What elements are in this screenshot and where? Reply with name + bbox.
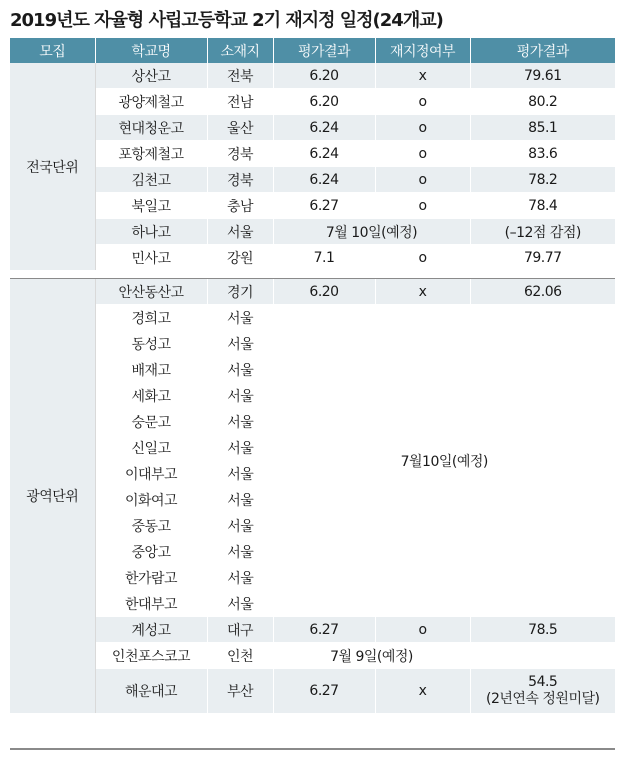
eval-score: 79.77 [470, 245, 615, 271]
eval-date: 6.27 [273, 669, 375, 714]
redesignation-status: o [375, 245, 470, 271]
school-name: 배재고 [95, 357, 207, 383]
eval-score: 78.2 [470, 167, 615, 193]
school-name: 인천포스코고 [95, 643, 207, 669]
eval-score: 80.2 [470, 89, 615, 115]
eval-date: 6.27 [273, 617, 375, 643]
eval-date: 6.20 [273, 89, 375, 115]
table-row [10, 193, 615, 219]
school-name: 해운대고 [95, 669, 207, 714]
eval-date: 6.24 [273, 115, 375, 141]
redesignation-status: o [375, 115, 470, 141]
eval-score-two-line [470, 669, 615, 714]
school-name: 경희고 [95, 305, 207, 331]
school-location: 서울 [207, 409, 273, 435]
table-row [10, 669, 615, 714]
school-name: 현대청운고 [95, 115, 207, 141]
school-name: 이화여고 [95, 487, 207, 513]
school-location: 경북 [207, 167, 273, 193]
school-location: 강원 [207, 245, 273, 271]
header-redesignation: 재지정여부 [375, 38, 470, 63]
eval-score-empty [470, 643, 615, 669]
eval-date: 6.20 [273, 279, 375, 305]
school-name: 이대부고 [95, 461, 207, 487]
eval-score-value: 54.5 [528, 674, 558, 690]
eval-date: 6.27 [273, 193, 375, 219]
redesignation-status: o [375, 89, 470, 115]
school-name: 민사고 [95, 245, 207, 271]
table-row [10, 115, 615, 141]
redesignation-status: o [375, 617, 470, 643]
school-location: 경북 [207, 141, 273, 167]
table-row [10, 89, 615, 115]
table-row [10, 141, 615, 167]
school-name: 안산동산고 [95, 279, 207, 305]
school-location: 서울 [207, 487, 273, 513]
school-name: 북일고 [95, 193, 207, 219]
table-row [10, 643, 615, 669]
header-location: 소재지 [207, 38, 273, 63]
region-label-nationwide: 전국단위 [10, 63, 95, 271]
eval-date: 6.24 [273, 141, 375, 167]
school-name: 광양제철고 [95, 89, 207, 115]
school-location: 인천 [207, 643, 273, 669]
table-row [10, 219, 615, 245]
school-name: 중동고 [95, 513, 207, 539]
eval-date-merged: 7월 9일(예정) [273, 643, 470, 669]
header-recruit: 모집 [10, 38, 95, 63]
eval-score: 83.6 [470, 141, 615, 167]
redesignation-status: o [375, 167, 470, 193]
school-location: 대구 [207, 617, 273, 643]
eval-score-note: (2년연속 정원미달) [486, 691, 600, 707]
table-row [10, 617, 615, 643]
school-name: 포항제철고 [95, 141, 207, 167]
eval-date: 6.24 [273, 167, 375, 193]
school-name: 한대부고 [95, 591, 207, 617]
table-row [10, 279, 615, 305]
eval-date-merged: 7월 10일(예정) [273, 219, 470, 245]
school-location: 서울 [207, 383, 273, 409]
section-separator [10, 271, 615, 279]
school-location: 서울 [207, 305, 273, 331]
school-location: 서울 [207, 513, 273, 539]
school-name: 세화고 [95, 383, 207, 409]
school-location: 전남 [207, 89, 273, 115]
eval-score: 78.4 [470, 193, 615, 219]
redesignation-status: o [375, 141, 470, 167]
header-score: 평가결과 [470, 38, 615, 63]
region-label-metro: 광역단위 [10, 279, 95, 714]
school-location: 울산 [207, 115, 273, 141]
eval-date: 7.1 [273, 245, 375, 271]
eval-score: 62.06 [470, 279, 615, 305]
eval-score: (–12점 감점) [470, 219, 615, 245]
schedule-table [10, 38, 615, 714]
school-name: 숭문고 [95, 409, 207, 435]
school-location: 서울 [207, 435, 273, 461]
bottom-rule [10, 748, 615, 750]
separator-rule [10, 271, 615, 279]
school-location: 서울 [207, 565, 273, 591]
page-title: 2019년도 자율형 사립고등학교 2기 재지정 일정(24개교) [10, 10, 443, 31]
school-location: 서울 [207, 539, 273, 565]
school-name: 김천고 [95, 167, 207, 193]
school-name: 하나고 [95, 219, 207, 245]
school-name: 상산고 [95, 63, 207, 89]
school-location: 경기 [207, 279, 273, 305]
school-name: 중앙고 [95, 539, 207, 565]
table-row [10, 63, 615, 89]
school-location: 서울 [207, 591, 273, 617]
redesignation-status: x [375, 279, 470, 305]
school-location: 서울 [207, 461, 273, 487]
table-row [10, 305, 615, 331]
school-location: 부산 [207, 669, 273, 714]
seoul-merged-note: 7월10일(예정) [273, 305, 615, 617]
header-school: 학교명 [95, 38, 207, 63]
redesignation-status: o [375, 193, 470, 219]
school-name: 동성고 [95, 331, 207, 357]
school-location: 전북 [207, 63, 273, 89]
school-location: 서울 [207, 219, 273, 245]
school-name: 신일고 [95, 435, 207, 461]
school-name: 계성고 [95, 617, 207, 643]
school-location: 충남 [207, 193, 273, 219]
school-location: 서울 [207, 357, 273, 383]
eval-date: 6.20 [273, 63, 375, 89]
header-eval-date: 평가결과 [273, 38, 375, 63]
table-row [10, 245, 615, 271]
redesignation-status: x [375, 669, 470, 714]
header-row [10, 38, 615, 63]
school-location: 서울 [207, 331, 273, 357]
school-name: 한가람고 [95, 565, 207, 591]
eval-score: 79.61 [470, 63, 615, 89]
table-row [10, 167, 615, 193]
redesignation-status: x [375, 63, 470, 89]
eval-score: 78.5 [470, 617, 615, 643]
eval-score: 85.1 [470, 115, 615, 141]
